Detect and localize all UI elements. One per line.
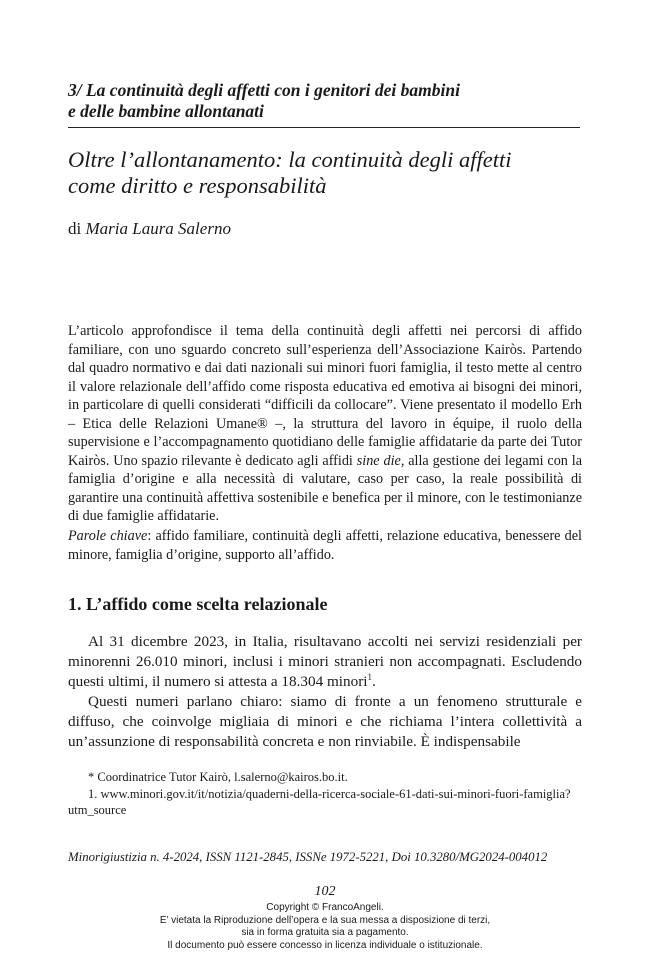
footnote-1: 1. www.minori.gov.it/it/notizia/quaderni-della-ricerca-sociale-61-dati-sui-minori-fuori-famiglia?utm_source: [68, 787, 571, 817]
author-name: Maria Laura Salerno: [85, 219, 231, 238]
section-heading-line1: 3/ La continuità degli affetti con i genitori dei bambini: [68, 80, 460, 100]
abstract-text-b: , alla gestione dei legami con la famiglia d’origine e alla necessità di valutare, caso per caso, la reale possibilità di garantire una continuità affettiva sostenibile e benefica per il minore, con le testimonianze di due famiglie affidatarie.: [68, 452, 583, 524]
section-heading-line2: e delle bambine allontanati: [68, 101, 264, 121]
copyright-notice: [0, 902, 650, 952]
author-prefix: di: [68, 219, 82, 238]
copyright-line-1: Copyright © FrancoAngeli.: [266, 902, 384, 913]
body-paragraph-1-text: Al 31 dicembre 2023, in Italia, risultavano accolti nei servizi residenziali per minorenni 26.010 minori, inclusi i minori stranieri non accompagnati. Escludendo questi ultimi, il numero si attesta a 18.304 minori: [68, 633, 582, 690]
section-title: 1. L’affido come scelta relazionale: [68, 594, 328, 614]
copyright-line-4: Il documento può essere concesso in licenza individuale o istituzionale.: [167, 939, 483, 951]
keywords: [68, 527, 582, 564]
copyright-line-2: E’ vietata la Riproduzione dell’opera e la sua messa a disposizione di terzi,: [159, 914, 491, 926]
author-line: [68, 219, 231, 239]
article-title-line2: come diritto e responsabilità: [68, 173, 327, 198]
copyright-line-3: sia in forma gratuita sia a pagamento.: [241, 927, 409, 938]
section-heading: [68, 80, 580, 128]
footnote-author: * Coordinatrice Tutor Kairò, l.salerno@kairos.bo.it.: [88, 770, 348, 784]
abstract-text-a: L’articolo approfondisce il tema della continuità degli affetti nei percorsi di affido familiare, con uno sguardo concreto sull’esperienza dell’Associazione Kairòs. Partendo dal quadro normativo e dai dati nazionali sui minori fuori famiglia, il testo mette al centro il valore relazionale dell’affido come risposta educativa ed emotiva ai bisogni dei minori, in particolare di quelli considerati “difficili da collocare”. Viene presentato il modello Erh – Etica delle Relazioni Umane® –, la struttura del lavoro in équipe, il ruolo della supervisione e l’accompagnamento quotidiano delle famiglie affidatarie da parte dei Tutor Kairòs. Uno spazio rilevante è dedicato agli affidi: [68, 323, 582, 469]
page-number: 102: [314, 884, 336, 899]
body-paragraph-1: [68, 632, 582, 692]
body-paragraph-2: Questi numeri parlano chiaro: siamo di fronte a un fenomeno strutturale e diffuso, che coinvolge migliaia di minori e che richiama l’intera collettività a un’assunzione di responsabilità concreta e non rinviabile. È indispensabile: [68, 693, 582, 750]
keywords-label: Parole chiave: [68, 528, 148, 544]
footnote-ref-1[interactable]: 1: [367, 671, 372, 682]
article-title-line1: Oltre l’allontanamento: la continuità degli affetti: [68, 147, 512, 172]
article-title: [68, 147, 588, 199]
body-paragraph-1-end: .: [372, 673, 376, 690]
abstract: [68, 322, 582, 526]
journal-citation: Minorigiustizia n. 4-2024, ISSN 1121-2845, ISSNe 1972-5221, Doi 10.3280/MG2024-004012: [68, 850, 548, 864]
keywords-text: : affido familiare, continuità degli affetti, relazione educativa, benessere del minore, famiglia d’origine, supporto all’affido.: [68, 528, 583, 563]
abstract-italic: sine die: [356, 452, 401, 469]
